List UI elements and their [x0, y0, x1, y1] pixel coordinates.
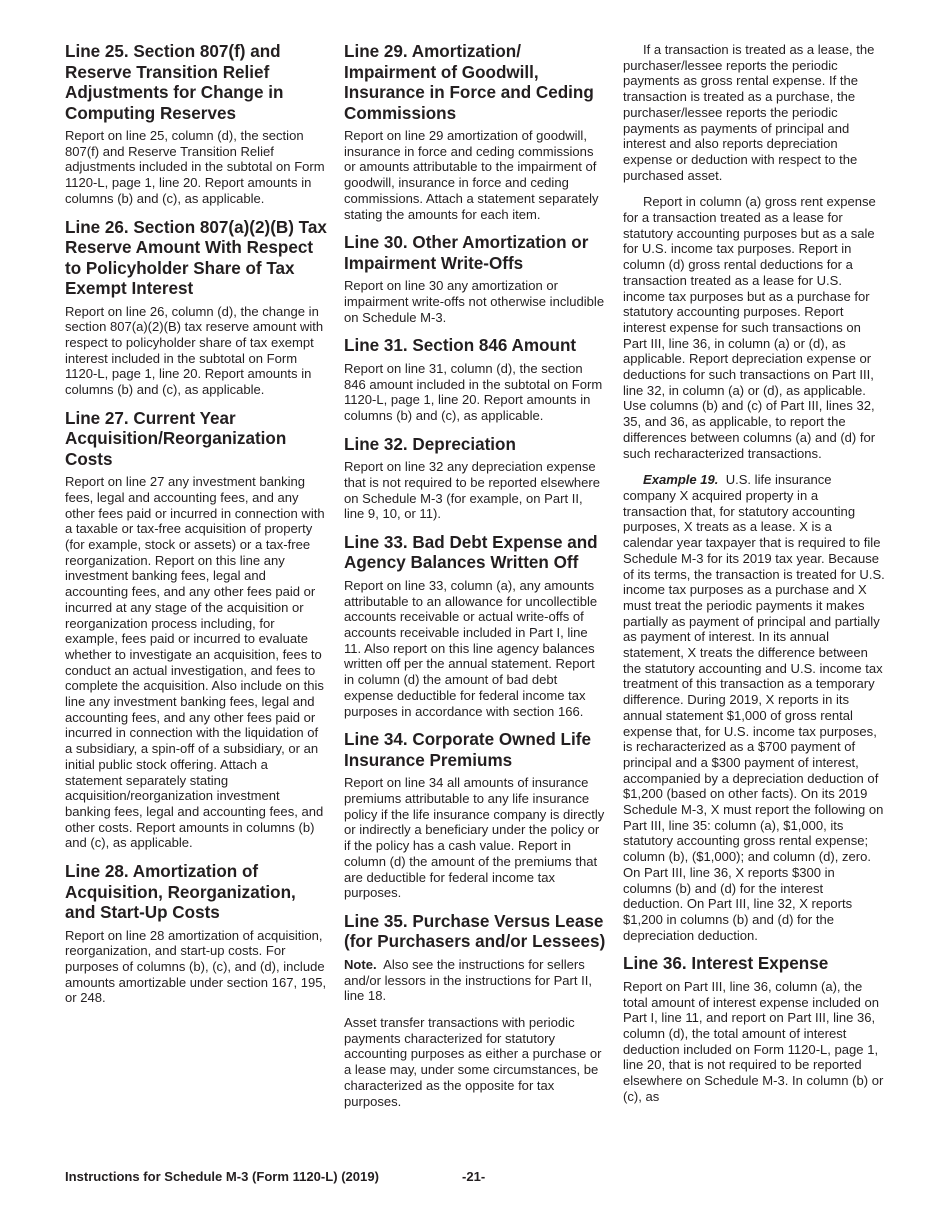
page-number: -21-: [462, 1169, 486, 1184]
section-body: Report on line 27 any investment banking fees, legal and accounting fees, and any other fees paid or incurred in connection with a taxable or tax-free acquisition of property (for example, stock or assets) or a tax-free reorganization. Report on this line any investment banking fees, legal and accounting fees, and any other fees paid or incurred at any stage of the acquisition or reorganization process including, for example, fees paid or incurred to evaluate whether to investigate an acquisition, fees to conduct an actual investigation, and fees to complete the acquisition. Also include on this line any investment banking fees, legal and accounting fees, and any other fees paid or incurred in connection with the liquidation of a subsidiary, a spin-off of a subsidiary, or an initial public stock offering. Attach a statement separately stating acquisition/reorganization investment banking fees, legal and accounting fees, and other costs. Report amounts in columns (b) and (c), as applicable.: [65, 474, 325, 851]
section-body: Report on line 31, column (d), the section 846 amount included in the subtotal on Form 1120-L, page 1, line 20. Report amounts in columns (b) and (c), as applicable.: [344, 360, 603, 423]
column-3: [623, 42, 885, 1116]
section-body: Asset transfer transactions with periodic payments characterized for statutory accounting purposes as either a purchase or a lease may, under some circumstances, be characterized as the opposite for tax purposes.: [344, 1015, 602, 1109]
section-heading: Line 30. Other Amortization or Impairment Write-Offs: [344, 233, 589, 273]
section-heading: Line 26. Section 807(a)(2)(B) Tax Reserve Amount With Respect to Policyholder Share of Tax Exempt Interest: [65, 217, 327, 299]
section-body: Report on line 32 any depreciation expense that is not required to be reported elsewhere on Schedule M-3 (for example, on Part II, line 9, 10, or 11).: [344, 459, 601, 522]
section-heading: Line 36. Interest Expense: [623, 954, 829, 974]
section-body: Report on line 26, column (d), the change in section 807(a)(2)(B) tax reserve amount with respect to policyholder share of tax exempt interest included in the subtotal on Form 1120-L, page 1, line 20. Report amounts in columns (b) and (c), as applicable.: [65, 303, 324, 398]
column-reporting-paragraph: Report in column (a) gross rent expense for a transaction treated as a lease for statutory accounting purposes but as a sale for U.S. income tax purposes. Report in column (d) gross rental deductions for a transaction treated as a lease for U.S. income tax purposes but as a purchase for statutory accounting purposes. Report interest expense for such transactions on Part III, line 36, in column (a) or (d), as applicable. Report depreciation expense or deductions for such transactions on Part III, line 32, in column (a) or (d), as applicable. Use columns (b) and (c) of Part III, lines 32, 35, and 36, as applicable, to report the differences between columns (a) and (d) for such recharacterized transactions.: [623, 194, 876, 461]
section-body: Report on line 28 amortization of acquisition, reorganization, and start-up costs. For purposes of columns (b), (c), and (d), include amounts amortizable under section 167, 195, or 248.: [65, 927, 327, 1006]
section-heading: Line 29. Amortization/ Impairment of Goodwill, Insurance in Force and Ceding Commissions: [344, 42, 594, 123]
example-label: Example 19.: [643, 472, 719, 488]
footer-title: Instructions for Schedule M-3 (Form 1120-L) (2019): [65, 1169, 379, 1184]
section-body: Report on line 29 amortization of goodwill, insurance in force and ceding commissions or amounts attributable to the impairment of goodwill, insurance in force and ceding commissions. Attach a statement separately stating the amounts for each item.: [344, 128, 599, 222]
section-body: Report on line 34 all amounts of insurance premiums attributable to any life insurance policy if the life insurance company is directly or indirectly a beneficiary under the policy or if the policy has a cash value. Report in column (d) the amount of the premiums that are deductible for federal income tax purposes.: [344, 775, 605, 901]
column-1: [65, 42, 327, 1017]
section-heading: Line 28. Amortization of Acquisition, Reorganization, and Start-Up Costs: [65, 862, 296, 923]
example-paragraph: [623, 472, 885, 943]
section-body: Report on line 25, column (d), the section 807(f) and Reserve Transition Relief adjustments included in the subtotal on Form 1120-L, page 1, line 20. Report amounts in columns (b) and (c), as applicable.: [65, 128, 325, 206]
section-heading: Line 33. Bad Debt Expense and Agency Balances Written Off: [344, 532, 598, 573]
section-body: Report on line 30 any amortization or impairment write-offs not otherwise includible on Schedule M-3.: [344, 278, 605, 325]
note-text: Also see the instructions for sellers and/or lessors in the instructions for Part II, line 18.: [344, 956, 592, 1004]
section-heading: Line 35. Purchase Versus Lease (for Purchasers and/or Lessees): [344, 911, 606, 952]
section-body: Report on Part III, line 36, column (a), the total amount of interest expense included on Part I, line 11, and report on Part III, line 36, column (d), the total amount of interest deduction included on Form 1120-L, page 1, line 20, that is not required to be reported elsewhere on Schedule M-3. In column (b) or (c), as: [623, 978, 884, 1104]
example-text: U.S. life insurance company X acquired property in a transaction that, for statutory accounting purposes, X treats as a lease. X is a calendar year taxpayer that is required to file Schedule M-3 for its 2019 tax year. Because of its terms, the transaction is treated for U.S. income tax purposes as a purchase and X must treat the periodic payments it makes partially as payment of principal and partially as payment of interest. In its annual statement, X treats the difference between the statutory accounting and U.S. income tax treatment of this transaction as a temporary difference. During 2019, X reports in its annual statement $1,000 of gross rental expense that, for U.S. income tax purposes, is recharacterized as a $700 payment of principal and a $300 payment of interest, accompanied by a depreciation deduction of $1,200 (based on other facts). On its 2019 Schedule M-3, X must report the following on Part III, line 35: column (a), $1,000, its statutory accounting gross rental expense; column (b), ($1,000); and column (d), zero. On Part III, line 36, X reports $300 in columns (b) and (d) for the interest deduction. On Part III, line 32, X reports $1,200 in columns (b) and (d) for the depreciation deduction.: [623, 472, 885, 943]
page-footer: [65, 1169, 885, 1185]
section-heading: Line 32. Depreciation: [344, 434, 516, 454]
column-2: [344, 42, 606, 1120]
note-label: Note.: [344, 956, 377, 972]
lease-paragraph: If a transaction is treated as a lease, the purchaser/lessee reports the periodic payments as gross rental expense. If the transaction is treated as a purchase, the purchaser/lessee reports the periodic payments as payments of principal and interest and also reports depreciation expense or deduction with respect to the purchased asset.: [623, 42, 875, 183]
section-heading: Line 27. Current Year Acquisition/Reorganization Costs: [65, 408, 287, 469]
section-heading: Line 34. Corporate Owned Life Insurance Premiums: [344, 730, 591, 770]
section-heading: Line 31. Section 846 Amount: [344, 336, 577, 356]
section-heading: Line 25. Section 807(f) and Reserve Transition Relief Adjustments for Change in Computing Reserves: [65, 42, 284, 123]
note-paragraph: [344, 957, 606, 1004]
section-body: Report on line 33, column (a), any amounts attributable to an allowance for uncollectible accounts receivable or actual write-offs of accounts receivable included in Part I, line 11. Also report on this line agency balances written off per the annual statement. Report in column (d) the amount of bad debt expense deductible for federal income tax purposes in accordance with section 166.: [344, 577, 598, 719]
